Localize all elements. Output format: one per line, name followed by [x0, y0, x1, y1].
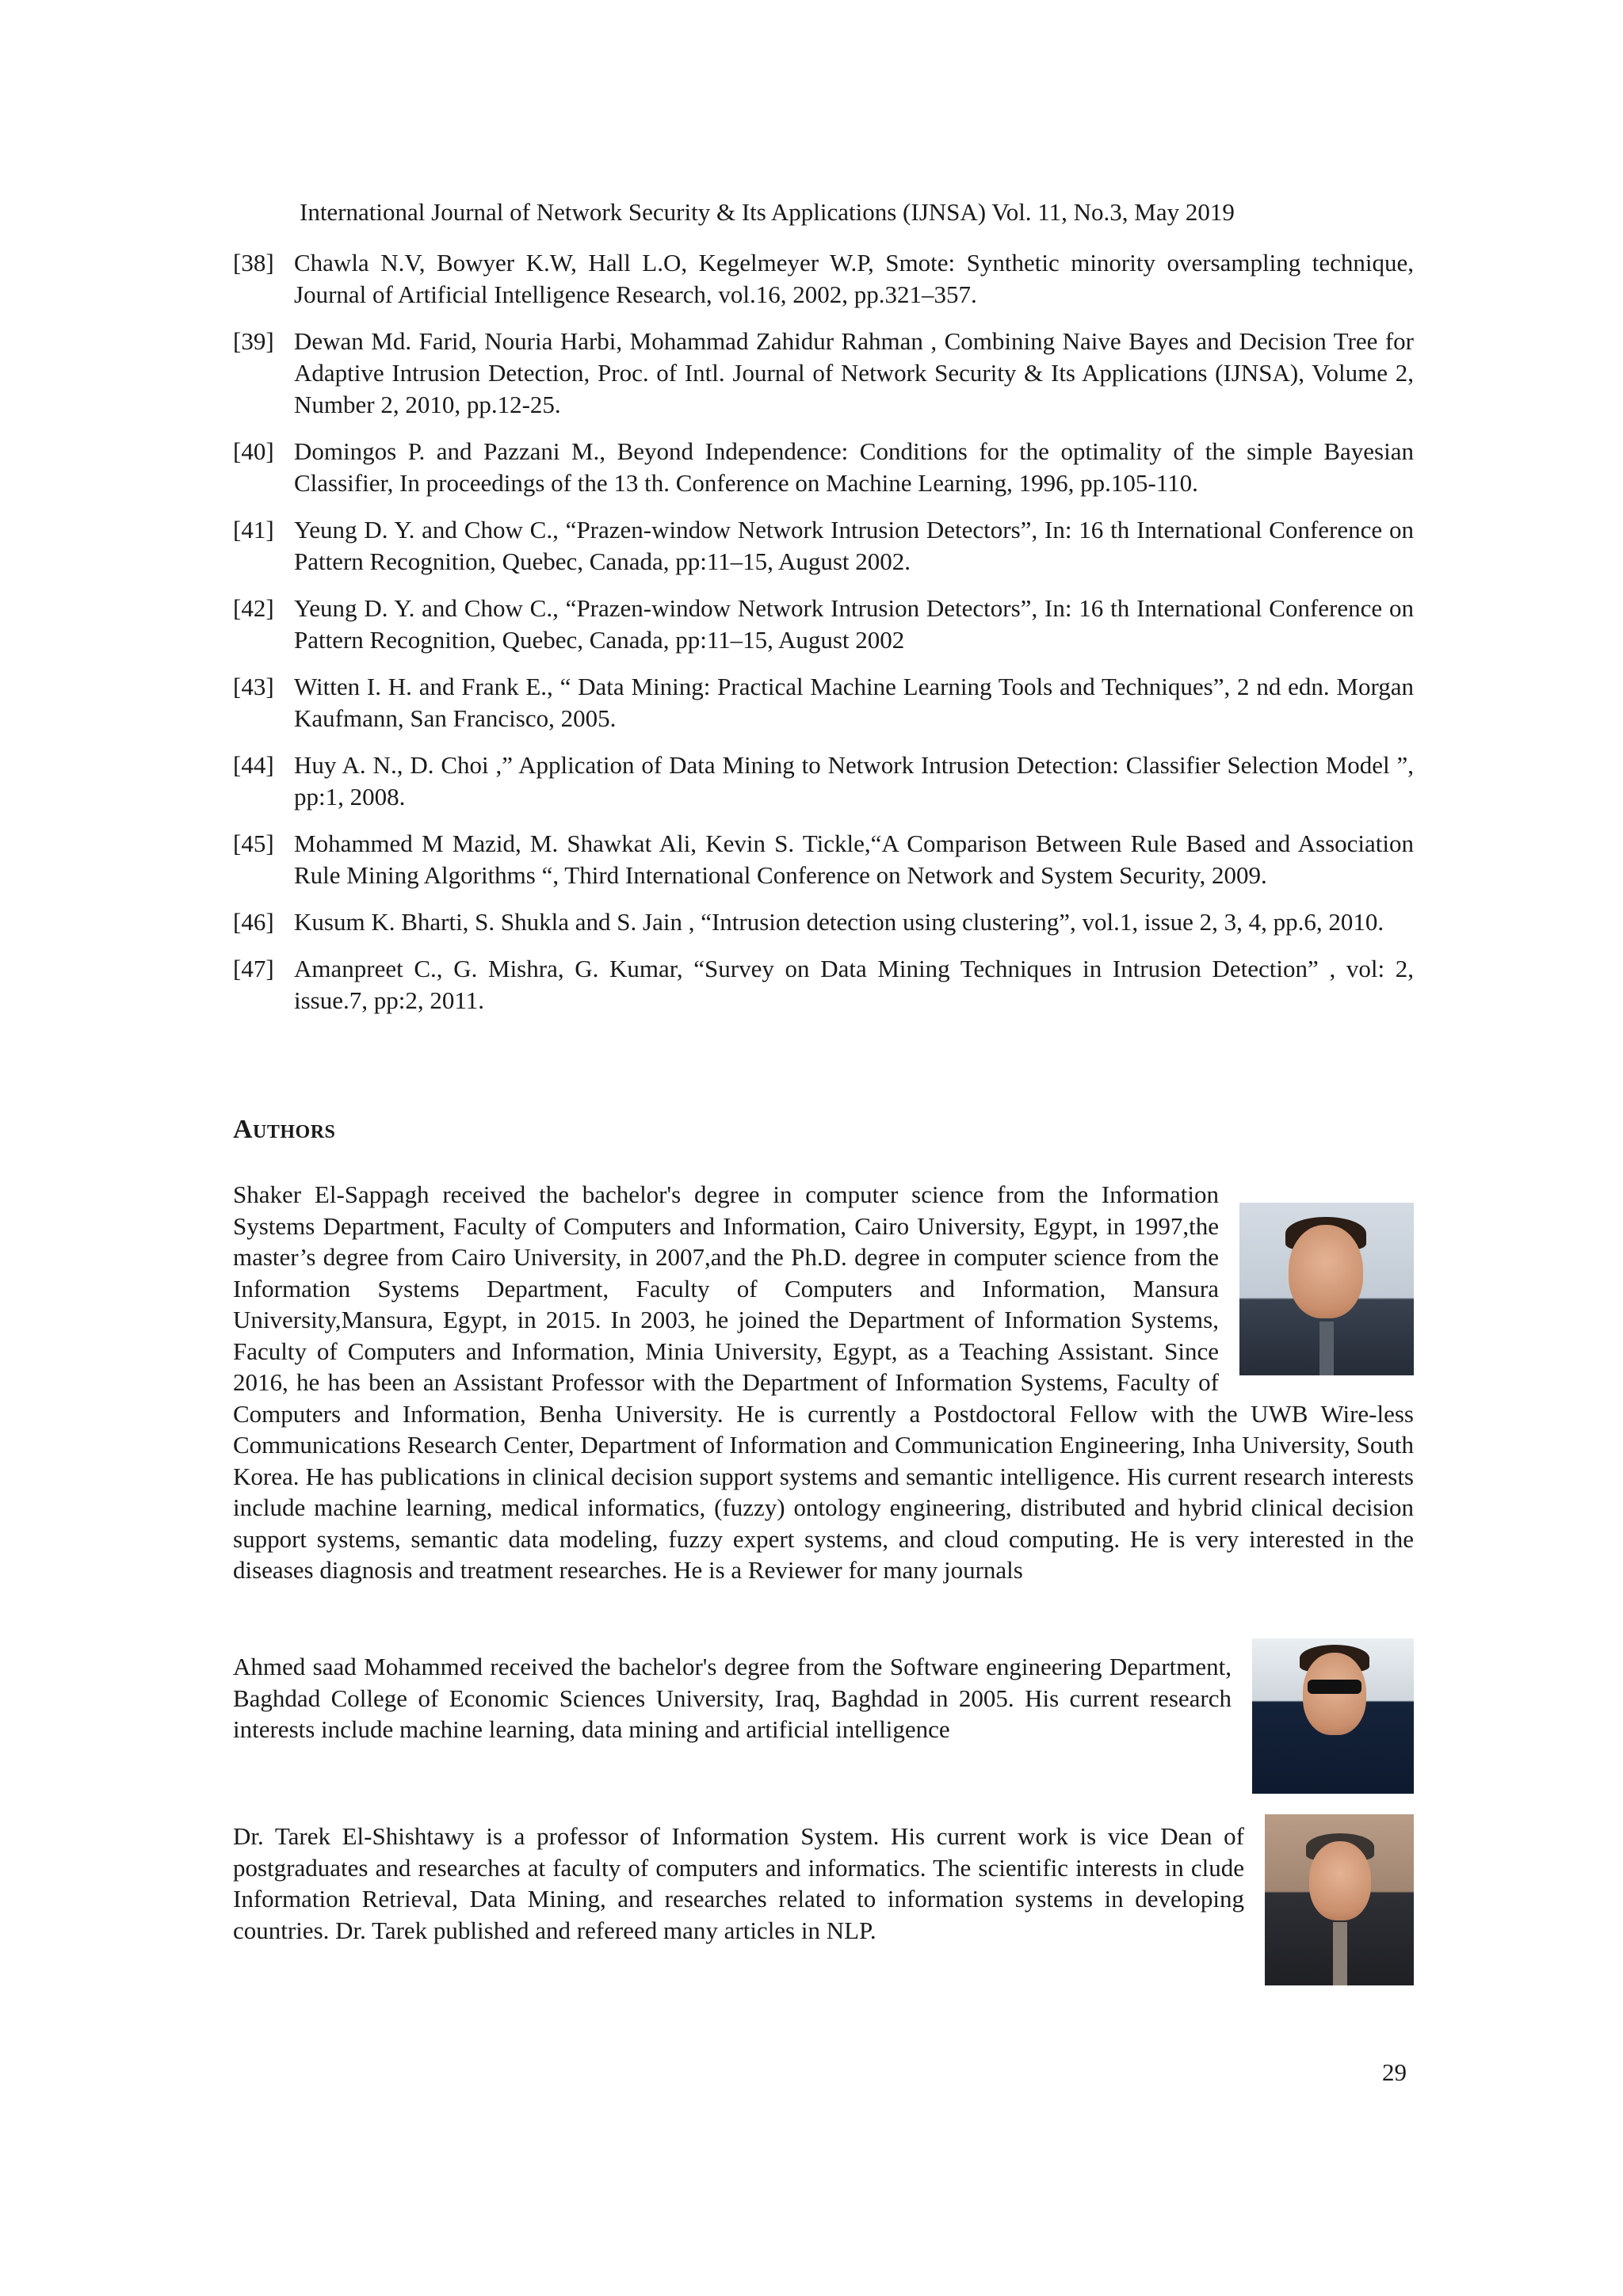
face-shape — [1303, 1653, 1366, 1735]
running-header: International Journal of Network Security & Its Applications (IJNSA) Vol. 11, No.3, May 2019 — [300, 198, 1235, 226]
reference-item — [233, 514, 1414, 578]
face-shape — [1289, 1225, 1363, 1318]
reference-text: Kusum K. Bharti, S. Shukla and S. Jain , “Intrusion detection using clustering”, vol.1, issue 2, 3, 4, pp.6, 2010. — [294, 908, 1384, 936]
reference-text: Witten I. H. and Frank E., “ Data Mining: Practical Machine Learning Tools and Techniques”, 2 nd edn. Morgan Kaufmann, San Francisco, 2005. — [294, 673, 1414, 732]
reference-item — [233, 953, 1414, 1016]
reference-number: [42] — [233, 594, 274, 622]
reference-number: [38] — [233, 249, 274, 277]
author-bio-tarek — [233, 1821, 1414, 1992]
reference-item — [233, 436, 1414, 499]
author-photo — [1252, 1638, 1414, 1794]
reference-text: Dewan Md. Farid, Nouria Harbi, Mohammad Zahidur Rahman , Combining Naive Bayes and Decision Tree for Adaptive Intrusion Detection, Proc. of Intl. Journal of Network Security & Its Applications (IJNSA), Volume 2, Number 2, 2010, pp.12-25. — [294, 327, 1414, 418]
reference-text: Domingos P. and Pazzani M., Beyond Independence: Conditions for the optimality of the simple Bayesian Classifier, In proceedings of the 13 th. Conference on Machine Learning, 1996, pp.105-110. — [294, 437, 1414, 497]
reference-text: Mohammed M Mazid, M. Shawkat Ali, Kevin S. Tickle,“A Comparison Between Rule Based and Association Rule Mining Algorithms “, Third International Conference on Network and System Security, 2009. — [294, 830, 1414, 889]
authors-heading: Authors — [233, 1115, 336, 1144]
reference-text: Yeung D. Y. and Chow C., “Prazen-window Network Intrusion Detectors”, In: 16 th International Conference on Pattern Recognition, Quebec, Canada, pp:11–15, August 2002 — [294, 594, 1414, 654]
tie-shape — [1333, 1922, 1347, 1985]
reference-item — [233, 671, 1414, 734]
author-bio-shaker — [233, 1179, 1414, 1586]
reference-number: [41] — [233, 516, 274, 543]
reference-item — [233, 906, 1414, 938]
author-bio-ahmed — [233, 1651, 1414, 1800]
sunglasses-shape — [1308, 1680, 1361, 1694]
reference-item — [233, 749, 1414, 813]
author-photo — [1265, 1814, 1414, 1985]
reference-list — [233, 247, 1414, 1032]
reference-text: Yeung D. Y. and Chow C., “Prazen-window Network Intrusion Detectors”, In: 16 th International Conference on Pattern Recognition, Quebec, Canada, pp:11–15, August 2002. — [294, 516, 1414, 575]
reference-item — [233, 593, 1414, 656]
reference-item — [233, 326, 1414, 421]
reference-item — [233, 828, 1414, 891]
page-number: 29 — [1382, 2058, 1407, 2086]
author-photo — [1239, 1203, 1414, 1375]
reference-item — [233, 247, 1414, 311]
author-bio-text: Dr. Tarek El-Shishtawy is a professor of Information System. His current work is vice Dean of postgraduates and researches at faculty of computers and informatics. The scientific interests in clude Information Retrieval, Data Mining, and researches related to information systems in developing countries. Dr. Tarek published and refereed many articles in NLP. — [233, 1822, 1244, 1944]
tie-shape — [1319, 1322, 1334, 1375]
reference-number: [46] — [233, 908, 274, 936]
author-bio-text: Shaker El-Sappagh received the bachelor's degree in computer science from the Information Systems Department, Faculty of Computers and Information, Cairo University, Egypt, in 1997,the master’s degree from Cairo University, in 2007,and the Ph.D. degree in computer science from the Information Systems Department, Faculty of Computers and Information, Mansura University,Mansura, Egypt, in 2015. In 2003, he joined the Department of Information Systems, Faculty of Computers and Information, Minia University, Egypt, as a Teaching Assistant. Since 2016, he has been an Assistant Professor with the Department of Information Systems, Faculty of Computers and Information, Benha University. He is currently a Postdoctoral Fellow with the UWB Wire-less Communications Research Center, Department of Information and Communication Engineering, Inha University, South Korea. He has publications in clinical decision support systems and semantic intelligence. His current research interests include machine learning, medical informatics, (fuzzy) ontology engineering, distributed and hybrid clinical decision support systems, semantic data modeling, fuzzy expert systems, and cloud computing. He is very interested in the diseases diagnosis and treatment researches. He is a Reviewer for many journals — [233, 1180, 1414, 1584]
reference-number: [40] — [233, 437, 274, 465]
reference-number: [44] — [233, 751, 274, 779]
reference-number: [45] — [233, 830, 274, 857]
reference-text: Huy A. N., D. Choi ,” Application of Data Mining to Network Intrusion Detection: Classifier Selection Model ”, pp:1, 2008. — [294, 751, 1414, 810]
reference-number: [47] — [233, 955, 274, 982]
reference-text: Amanpreet C., G. Mishra, G. Kumar, “Survey on Data Mining Techniques in Intrusion Detection” , vol: 2, issue.7, pp:2, 2011. — [294, 955, 1414, 1014]
reference-number: [43] — [233, 673, 274, 700]
author-bio-text: Ahmed saad Mohammed received the bachelor's degree from the Software engineering Department, Baghdad College of Economic Sciences University, Iraq, Baghdad in 2005. His current research interests include machine learning, data mining and artificial intelligence — [233, 1653, 1232, 1743]
reference-number: [39] — [233, 327, 274, 355]
face-shape — [1309, 1841, 1371, 1920]
reference-text: Chawla N.V, Bowyer K.W, Hall L.O, Kegelmeyer W.P, Smote: Synthetic minority oversampling technique, Journal of Artificial Intelligence Research, vol.16, 2002, pp.321–357. — [294, 249, 1414, 308]
